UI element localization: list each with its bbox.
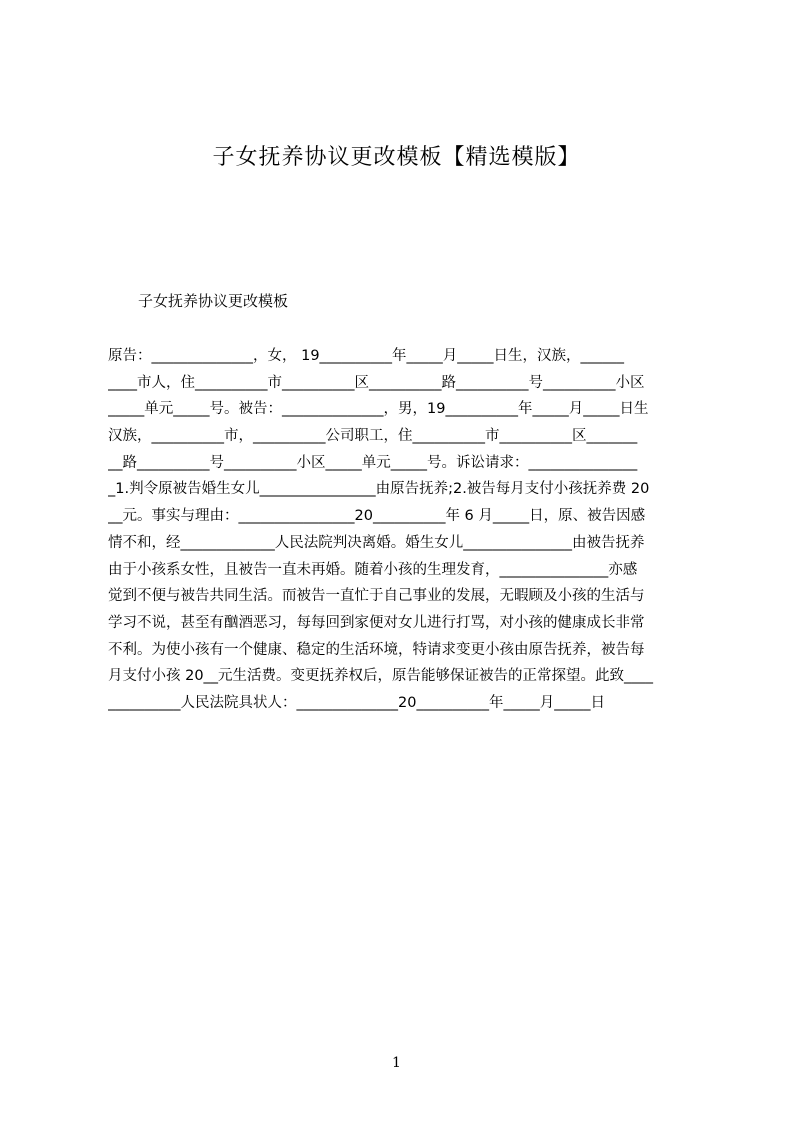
body-line: 月支付小孩 20__元生活费。变更抚养权后，原告能够保证被告的正常探望。此致____ (108, 668, 654, 685)
body-line: __________人民法院具状人：______________20__________年_____月_____日 (108, 694, 605, 711)
document-title: 子女抚养协议更改模板【精选模版】 (212, 145, 581, 170)
body-line: 汉族，__________市，__________公司职工，住__________市__________区_______ (108, 428, 638, 445)
body-line: ____市人，住__________市__________区__________路__________号__________小区 (108, 374, 645, 391)
body-line: 原告：______________，女， 19__________年_____月_____日生，汉族，______ (108, 348, 625, 364)
body-line: 觉到不便与被告共同生活。而被告一直忙于自己事业的发展，无暇顾及小孩的生活与 (108, 588, 645, 605)
body-line: 情不和，经_____________人民法院判决离婚。婚生女儿_______________由被告抚养 (108, 534, 645, 551)
body-line: _____单元_____号。被告：______________，男，19__________年_____月_____日生 (108, 401, 649, 418)
body-line: _1.判令原被告婚生女儿________________由原告抚养;2.被告每月支付小孩抚养费 20 (108, 481, 650, 498)
document-body (108, 343, 698, 717)
page-number: 1 (392, 1055, 401, 1071)
body-line: 不利。为使小孩有一个健康、稳定的生活环境，特请求变更小孩由原告抚养，被告每 (108, 641, 645, 658)
body-line: 学习不说，甚至有酗酒恶习，每每回到家便对女儿进行打骂，对小孩的健康成长非常 (108, 614, 645, 631)
body-line: 由于小孩系女性，且被告一直未再婚。随着小孩的生理发育，_______________亦感 (108, 561, 638, 578)
body-line: __元。事实与理由：________________20__________年 6 月_____日，原、被告因感 (108, 508, 646, 525)
body-line: __路__________号__________小区_____单元_____号。诉讼请求：_______________ (108, 454, 638, 471)
document-subtitle: 子女抚养协议更改模板 (138, 292, 289, 310)
